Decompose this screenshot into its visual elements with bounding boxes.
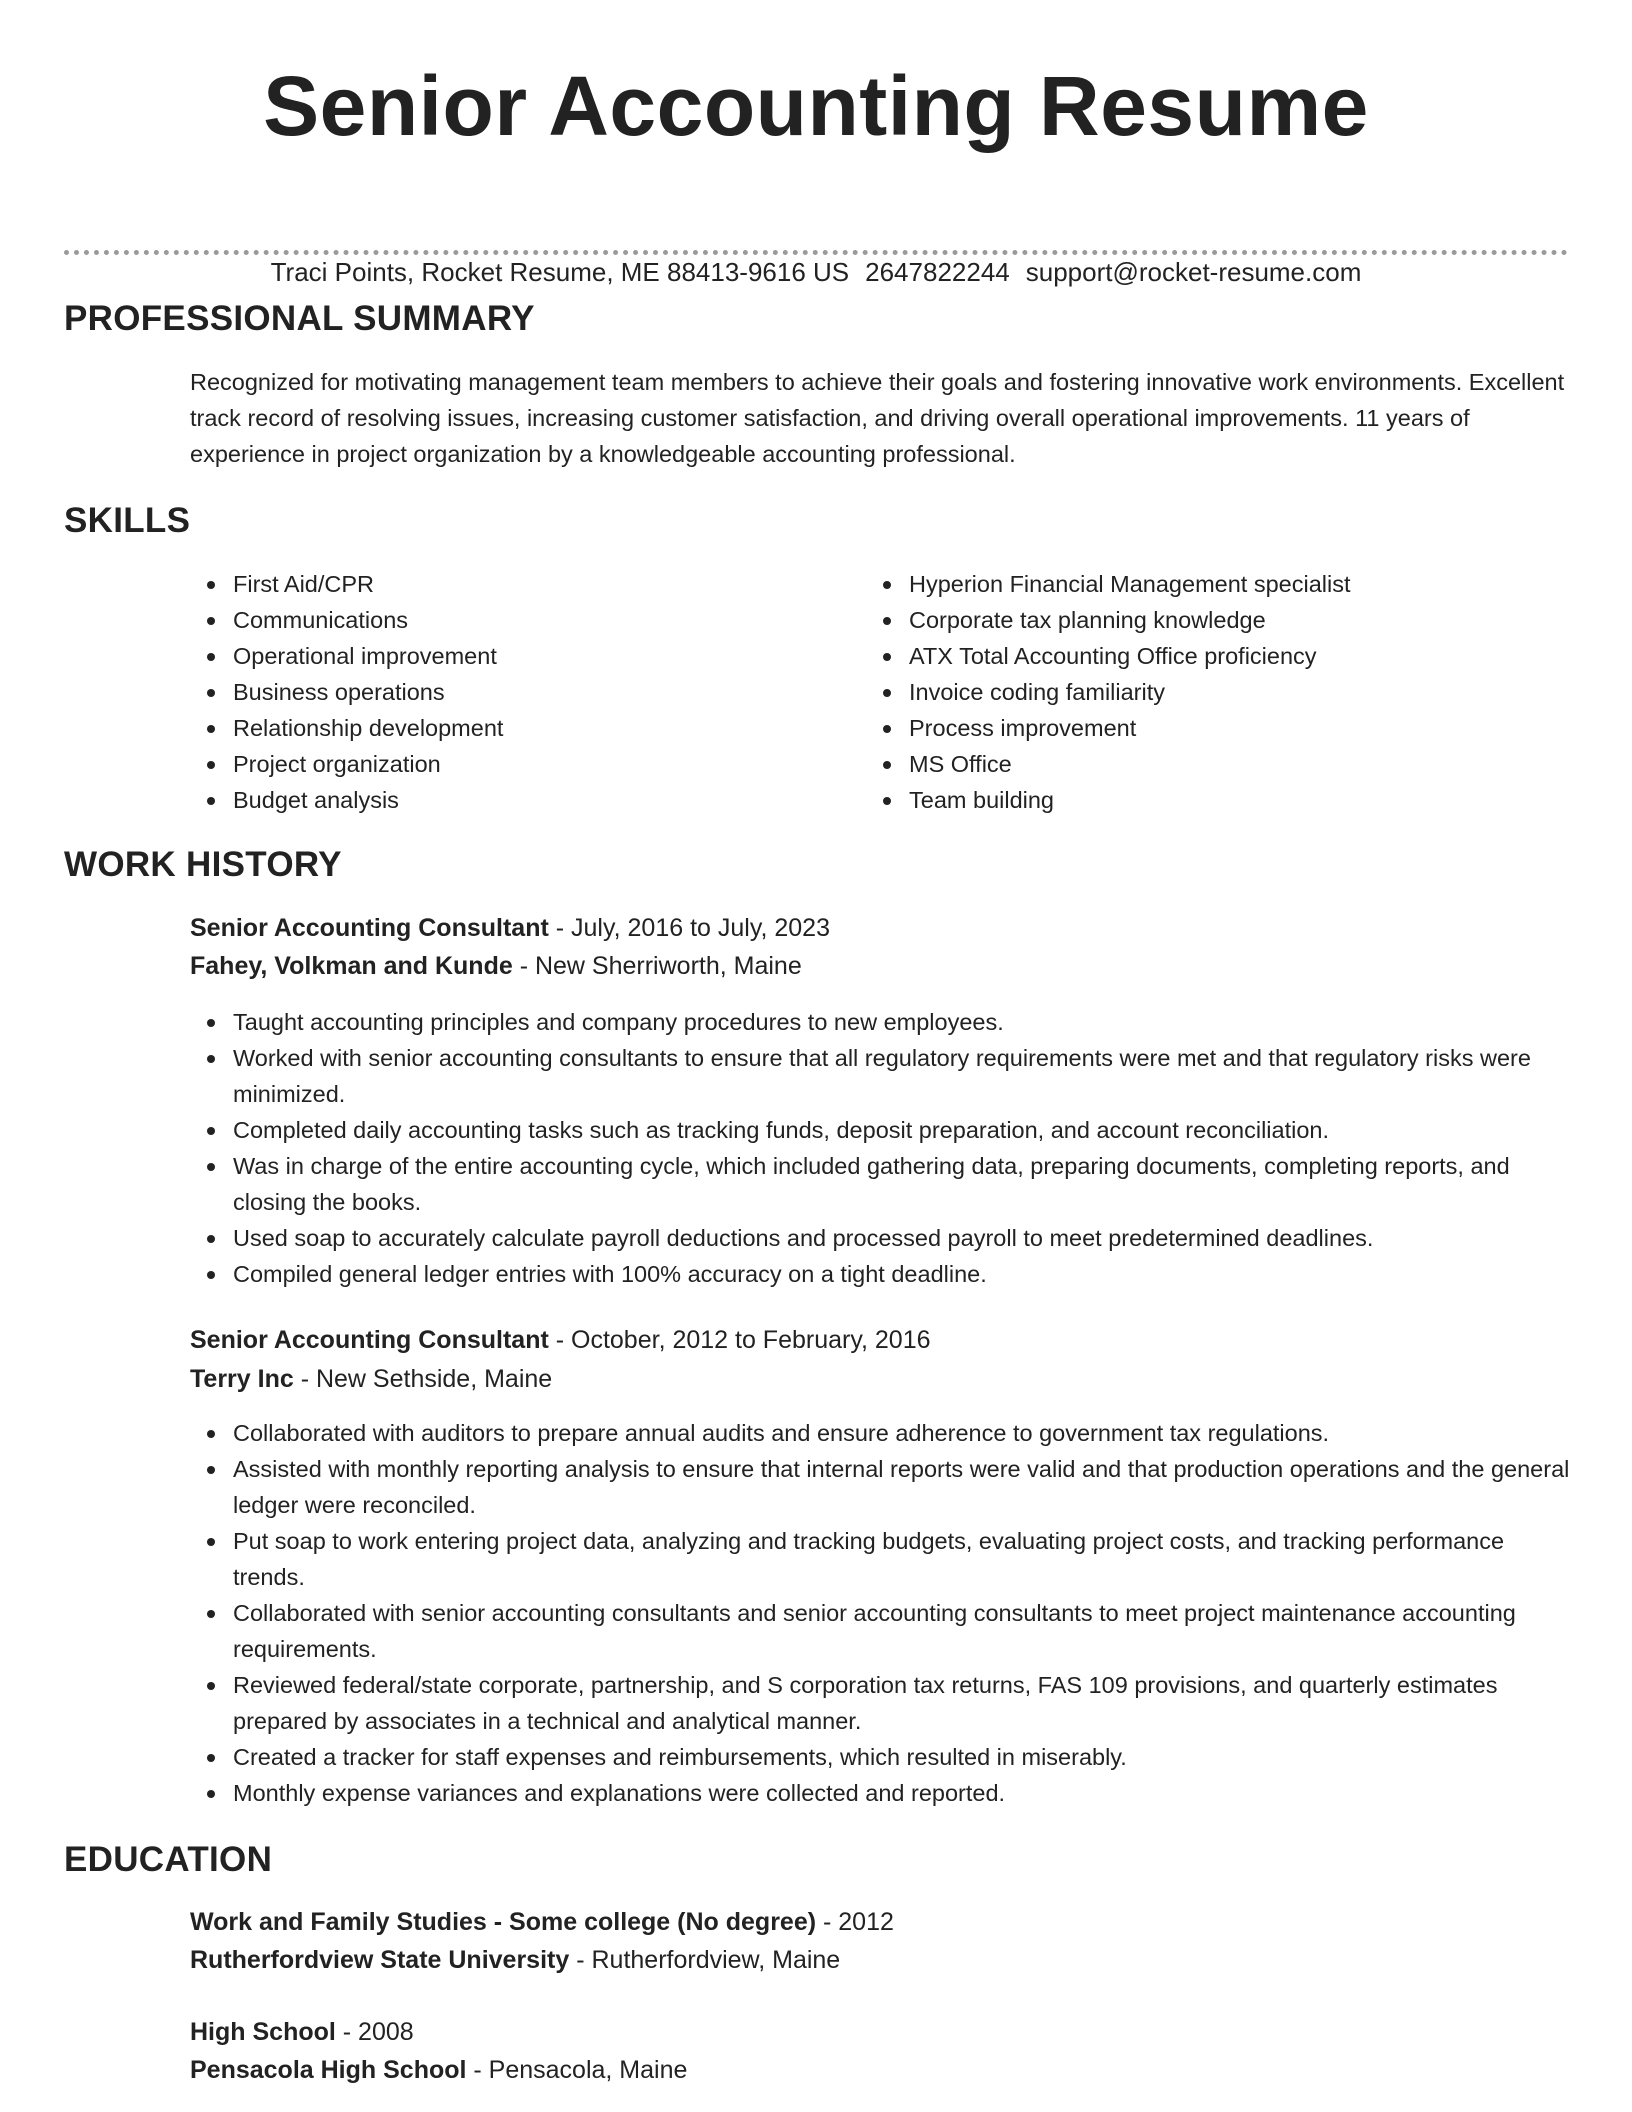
- work-heading: WORK HISTORY: [64, 845, 342, 884]
- skill-item: Relationship development: [190, 710, 503, 746]
- skill-item: Corporate tax planning knowledge: [866, 602, 1351, 638]
- job-bullet: Used soap to accurately calculate payroll deductions and processed payroll to meet predetermined deadlines.: [190, 1220, 1580, 1256]
- skills-list-left: [190, 566, 503, 818]
- education-degree: Work and Family Studies - Some college (No degree): [190, 1908, 817, 1936]
- education-location: - Rutherfordview, Maine: [569, 1946, 841, 1974]
- job-company-line: [190, 1361, 552, 1397]
- job-company: Fahey, Volkman and Kunde: [190, 952, 513, 980]
- education-school-line: [190, 1942, 840, 1978]
- job-location: - New Sherriworth, Maine: [512, 952, 802, 980]
- education-year: - 2012: [816, 1908, 894, 1936]
- skill-item: Operational improvement: [190, 638, 503, 674]
- job-bullet: Collaborated with senior accounting consultants and senior accounting consultants to meet project maintenance accounting requirements.: [190, 1595, 1580, 1667]
- job-bullet: Completed daily accounting tasks such as tracking funds, deposit preparation, and account reconciliation.: [190, 1112, 1580, 1148]
- skill-item: Communications: [190, 602, 503, 638]
- education-degree-line: [190, 1904, 894, 1940]
- skill-item: MS Office: [866, 746, 1351, 782]
- education-school-line: [190, 2052, 687, 2088]
- job-bullets: [190, 1415, 1580, 1811]
- job-bullet: Reviewed federal/state corporate, partnership, and S corporation tax returns, FAS 109 provisions, and quarterly estimates prepared by associates in a technical and analytical manner.: [190, 1667, 1580, 1739]
- skill-item: ATX Total Accounting Office proficiency: [866, 638, 1351, 674]
- job-bullet: Worked with senior accounting consultants to ensure that all regulatory requirements were met and that regulatory risks were minimized.: [190, 1040, 1580, 1112]
- skill-item: Budget analysis: [190, 782, 503, 818]
- education-school: Pensacola High School: [190, 2056, 467, 2084]
- job-company-line: [190, 948, 802, 984]
- skill-item: Hyperion Financial Management specialist: [866, 566, 1351, 602]
- skill-item: Business operations: [190, 674, 503, 710]
- summary-text: Recognized for motivating management team members to achieve their goals and fostering innovative work environments. Excellent track record of resolving issues, increasing customer satisfaction, and driving overall operational improvements. 11 years of experience in project organization by a knowledgeable accounting professional.: [190, 369, 1565, 467]
- skill-item: First Aid/CPR: [190, 566, 503, 602]
- education-school: Rutherfordview State University: [190, 1946, 570, 1974]
- job-location: - New Sethside, Maine: [293, 1365, 553, 1393]
- skill-item: Project organization: [190, 746, 503, 782]
- education-heading: EDUCATION: [64, 1840, 273, 1879]
- job-bullet: Was in charge of the entire accounting cycle, which included gathering data, preparing documents, completing reports, and closing the books.: [190, 1148, 1580, 1220]
- summary-heading: PROFESSIONAL SUMMARY: [64, 299, 535, 338]
- job-bullet: Put soap to work entering project data, analyzing and tracking budgets, evaluating project costs, and tracking performance trends.: [190, 1523, 1580, 1595]
- job-title: Senior Accounting Consultant: [190, 1326, 549, 1354]
- job-bullet: Monthly expense variances and explanations were collected and reported.: [190, 1775, 1580, 1811]
- job-title: Senior Accounting Consultant: [190, 914, 549, 942]
- job-title-line: [190, 1322, 931, 1358]
- job-title-line: [190, 910, 830, 946]
- skills-list-right: [866, 566, 1351, 818]
- contact-phone: 2647822244: [865, 257, 1010, 287]
- job-dates: - October, 2012 to February, 2016: [548, 1326, 931, 1354]
- education-degree: High School: [190, 2018, 336, 2046]
- job-bullets: [190, 1004, 1580, 1292]
- header-divider: [64, 250, 1568, 255]
- skill-item: Invoice coding familiarity: [866, 674, 1351, 710]
- contact-email: support@rocket-resume.com: [1025, 257, 1362, 287]
- job-bullet: Compiled general ledger entries with 100% accuracy on a tight deadline.: [190, 1256, 1580, 1292]
- job-bullet: Created a tracker for staff expenses and reimbursements, which resulted in miserably.: [190, 1739, 1580, 1775]
- job-company: Terry Inc: [190, 1365, 294, 1393]
- skill-item: Team building: [866, 782, 1351, 818]
- job-bullet: Collaborated with auditors to prepare annual audits and ensure adherence to government tax regulations.: [190, 1415, 1580, 1451]
- job-bullet: Assisted with monthly reporting analysis to ensure that internal reports were valid and that production operations and the general ledger were reconciled.: [190, 1451, 1580, 1523]
- page-title: Senior Accounting Resume: [263, 59, 1369, 153]
- job-dates: - July, 2016 to July, 2023: [548, 914, 830, 942]
- contact-line: [0, 256, 1632, 288]
- education-year: - 2008: [335, 2018, 414, 2046]
- skill-item: Process improvement: [866, 710, 1351, 746]
- education-degree-line: [190, 2014, 414, 2050]
- education-location: - Pensacola, Maine: [466, 2056, 688, 2084]
- job-bullet: Taught accounting principles and company procedures to new employees.: [190, 1004, 1580, 1040]
- contact-address: Traci Points, Rocket Resume, ME 88413-9616 US: [270, 257, 850, 287]
- skills-heading: SKILLS: [64, 501, 191, 540]
